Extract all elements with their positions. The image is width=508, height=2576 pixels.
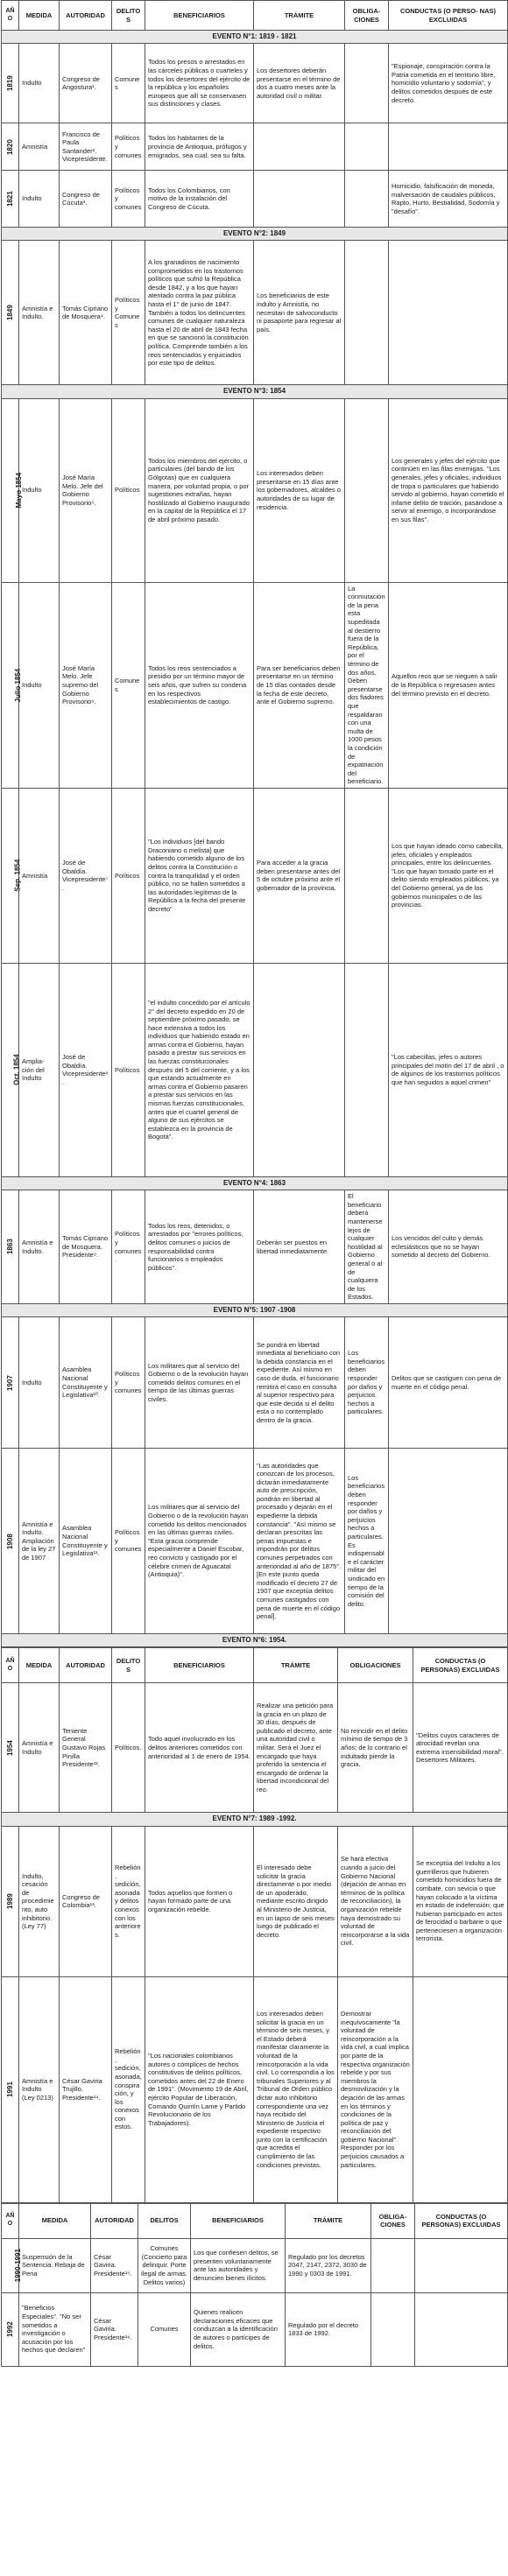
year-cell: Sep. 1854 <box>2 788 19 963</box>
medida-cell: Amnistía e Indulto. Ampliación de la ley 27 de 1907 <box>19 1449 60 1634</box>
header-delitos: DELITOS <box>112 1648 145 1683</box>
event-row-7 <box>2 1813 508 1826</box>
obligaciones-cell: Los beneficiarios deben responder por daños y perjuicios hechos a particulares. Es indispensable el carácter militar del sindicado en tiempo de la comisión del delito. <box>345 1449 389 1634</box>
medida-cell: Indulto <box>19 44 60 123</box>
delitos-cell: Comunes (Concierto para delinquir. Porte ilegal de armas. Delitos varios) <box>138 2238 191 2292</box>
header-tramite: TRÁMITE <box>254 1 345 31</box>
medida-cell: Indulto, cesación de procedimiento, auto inhibitorio. (Ley 77) <box>19 1826 60 1976</box>
obligaciones-cell <box>345 241 389 385</box>
tramite-cell: Regulado por los decretos 2047, 2147, 2372, 3030 de 1990 y 0303 de 1991. <box>286 2238 371 2292</box>
header-medida: MEDIDA <box>19 1648 60 1683</box>
header-tramite: TRÁMITE <box>286 2203 371 2238</box>
conductas-cell: "Delitos cuyos caracteres de atrocidad revelan una extrema insensibilidad moral". Desertores Militares. <box>413 1683 508 1813</box>
event-title: EVENTO N°3: 1854 <box>2 385 508 398</box>
table-header-row-3 <box>2 2203 508 2238</box>
delitos-cell: Políticos y comunes. <box>112 1190 145 1304</box>
medida-cell: Amnistía e Indulto. <box>19 1190 60 1304</box>
autoridad-cell: Asamblea Nacional Constituyente y Legislativa¹⁰. <box>60 1317 112 1449</box>
obligaciones-cell: La conmutación de la pena esta supeditada al destierro fuera de la República, por el término de dos años. Deben presentarse dos fiadores que respaldaran con una multa de 1000 pesos la condición de expatriación del beneficiario. <box>345 582 389 788</box>
year-cell: 1954 <box>2 1683 19 1813</box>
medida-cell: Indulto <box>19 582 60 788</box>
beneficiarios-cell: Todo aquel involucrado en los delitos anteriores cometidos con anterioridad al 1 de enero de 1954. <box>145 1683 254 1813</box>
header-tramite: TRÁMITE <box>254 1648 338 1683</box>
event-row-4 <box>2 1176 508 1190</box>
autoridad-cell: César Gaviria. Presidente¹⁵. <box>91 2238 138 2292</box>
conductas-cell <box>415 2238 508 2292</box>
header-obligaciones: OBLIGACIONES <box>338 1648 413 1683</box>
conductas-cell <box>389 1449 508 1634</box>
autoridad-cell: Teniente General Gustavo Rojas Pinilla Presidente¹². <box>60 1683 112 1813</box>
header-autoridad: AUTORIDAD <box>91 2203 138 2238</box>
event-title: EVENTO N°4: 1863 <box>2 1176 508 1190</box>
table-row-1989 <box>2 1826 508 1976</box>
table-row-1907 <box>2 1317 508 1449</box>
obligaciones-cell <box>345 963 389 1176</box>
year-cell: Mayo 1854 <box>2 398 19 582</box>
year-cell: Julio 1854 <box>2 582 19 788</box>
amnesty-table-section-3 <box>1 2203 508 2367</box>
table-row-1849 <box>2 241 508 385</box>
obligaciones-cell: Demostrar inequívocamente "la voluntad de reincorporación a la vida civil, a cual implica por parte de la respectiva organización rebelde y por sus miembros la desmovilización y la dejación de las armas en los términos y condiciones de la política de paz y reconciliación del gobierno Nacional". Responder por los perjuicios causados a particulares. <box>338 1976 413 2202</box>
event-title: EVENTO N°7: 1989 -1992. <box>2 1813 508 1826</box>
obligaciones-cell: El beneficiario deberá mantenerse lejos de cualquier hostilidad al Gobierno general o al de cualquiera de los Estados. <box>345 1190 389 1304</box>
beneficiarios-cell: Los militares que al servicio del Gobierno o de la revolución hayan cometido delitos comunes en el tiempo de las últimas guerras civiles. <box>145 1317 254 1449</box>
event-row-6 <box>2 1634 508 1647</box>
event-row-1 <box>2 31 508 44</box>
header-beneficiarios: BENEFICIARIOS <box>191 2203 286 2238</box>
tramite-cell: El interesado debe solicitar la gracia directamente o por medio de un apoderado, mediante escrito dirigido al Ministerio de Justicia, en un lapso de seis meses luego de publicado el decreto. <box>254 1826 338 1976</box>
conductas-cell: Aquellos reos que se nieguen a salir de la República o regresasen antes del término previsto en el decreto. <box>389 582 508 788</box>
medida-cell: "Beneficios Especiales". "No ser sometidos a investigación o acusación por los hechos que declaren" <box>19 2292 91 2366</box>
year-cell: Oct. 1854 <box>2 963 19 1176</box>
year-cell: 1819 <box>2 44 19 123</box>
conductas-cell: "Espionaje, conspiración contra la Patria cometida en el territorio libre, homicidio voluntario y sodomía", y delitos cometidos después de este decreto. <box>389 44 508 123</box>
delitos-cell: Rebelión, sedición, asonada, conspiración, y los conexos con estos. <box>112 1976 145 2202</box>
header-obligaciones: OBLIGA- CIONES <box>371 2203 415 2238</box>
header-medida: MEDIDA <box>19 2203 91 2238</box>
year-cell: 1821 <box>2 171 19 228</box>
beneficiarios-cell: "Los nacionales colombianos autores o cómplices de hechos constitutivos de delitos políticos, cometidos antes del 22 de Enero de 1991". (Movimiento 19 de Abril, ejército Popular de Liberación, Comando Quintín Lame y Partido Revolucionario de los Trabajadores). <box>145 1976 254 2202</box>
medida-cell: Amnistía <box>19 788 60 963</box>
autoridad-cell: José María Melo. Jefe del Gobierno Provisorio⁵. <box>60 398 112 582</box>
event-title: EVENTO N°6: 1954. <box>2 1634 508 1647</box>
obligaciones-cell: No reincidir en el delito mínimo de tiempo de 3 años; de lo contrario el indultado pierde la gracia. <box>338 1683 413 1813</box>
header-conductas: CONDUCTAS (O PERSO- NAS) EXCLUIDAS <box>389 1 508 31</box>
year-cell: 1990-1991 <box>2 2238 19 2292</box>
conductas-cell: Los vencidos del culto y demás eclesiásticos que no se hayan sometido al decreto del Gobierno. <box>389 1190 508 1304</box>
event-title: EVENTO N°1: 1819 - 1821 <box>2 31 508 44</box>
obligaciones-cell: Los beneficiarios deben responder por daños y perjuicios hechos a particulares. <box>345 1317 389 1449</box>
header-conductas: CONDUCTAS (O PERSONAS) EXCLUIDAS <box>415 2203 508 2238</box>
beneficiarios-cell: Quienes realicen declaraciones eficaces que conduzcan a la identificación de autores o partícipes de delitos. <box>191 2292 286 2366</box>
event-row-5 <box>2 1303 508 1316</box>
header-obligaciones: OBLIGA- CIONES <box>345 1 389 31</box>
header-beneficiarios: BENEFICIARIOS <box>145 1 254 31</box>
autoridad-cell: José María Melo. Jefe supremo del Gobierno Provisorio⁶. <box>60 582 112 788</box>
tramite-cell: Se pondrá en libertad inmediata al beneficiario con la debida constancia en el expediente. Así mismo en caso de duda, el funcionario remitirá el caso en consulta al superior respectivo para que este decida si el delito esta o no contemplado dentro de la gracia. <box>254 1317 345 1449</box>
table-row-1992 <box>2 2292 508 2366</box>
tramite-cell: Para ser beneficiarios deben presentarse en un término de 15 días contados desde la fecha de este decreto, ante el Gobierno supremo. <box>254 582 345 788</box>
medida-cell: Indulto <box>19 1317 60 1449</box>
medida-cell: Indulto <box>19 171 60 228</box>
autoridad-cell: Tomás Cipriano de Mosquera. Presidente⁹. <box>60 1190 112 1304</box>
obligaciones-cell <box>345 398 389 582</box>
delitos-cell: Políticos y comunes <box>112 1449 145 1634</box>
header-autoridad: AUTORIDAD <box>60 1 112 31</box>
conductas-cell: Homicidio, falsificación de moneda, malversación de caudales públicos, Rapto, Hurto, Bestialidad, Sodomía y "desafío". <box>389 171 508 228</box>
table-row-jul-1854 <box>2 582 508 788</box>
beneficiarios-cell: Todos los miembros del ejército, o particulares (del bando de los Gólgotas) que en cualquiera manera, por voluntad propia, o por sugestiones extrañas, hayan hostilizado al Gobierno inaugurado en la capital de la República el 17 de abril próximo pasado. <box>145 398 254 582</box>
beneficiarios-cell: Los militares que al servicio del Gobierno o de la revolución hayan cometido los delitos mencionados en las últimas guerras civiles. "Esta gracia comprende especialmente a Daniel Escobar, reo convicto y castigado por el célebre crimen de Aguacatal (Antioquia)". <box>145 1449 254 1634</box>
autoridad-cell: José de Obaldía. Vicepresidente⁷. <box>60 788 112 963</box>
header-year: AÑO <box>2 2203 19 2238</box>
table-row-may-1854 <box>2 398 508 582</box>
amnesty-table-section-2 <box>1 1647 508 2202</box>
conductas-cell <box>415 2292 508 2366</box>
beneficiarios-cell: "el indulto concedido por el artículo 2° del decreto expedido en 20 de septiembre próximo pasado, se hace extensiva a todos los individuos que habiendo estado en armas contra el Gobierno, hayan pasado a prestar sus servicios en las fuerzas constitucionales después del 5 del corriente, y a los que estando actualmente en armas contra el Gobierno pasaren a prestar sus servicios en las mismas fuerzas constitucionales, antes que el cuartel general de alguno de sus ejércitos se establezca en la provincia de Bogotá". <box>145 963 254 1176</box>
year-cell: 1992 <box>2 2292 19 2366</box>
obligaciones-cell <box>371 2238 415 2292</box>
autoridad-cell: César Gaviria Trujillo. Presidente¹⁴. <box>60 1976 112 2202</box>
tramite-cell: Regulado por el decreto 1833 de 1992. <box>286 2292 371 2366</box>
conductas-cell: Los que hayan ideado como cabecilla, jefes, oficiales y empleados principales, entre los delincuentes. "Los que hayan tomado parte en el delito siendo empleados públicos, ya del Gobierno general, ya de los gobiernos municipales o de las provincias. <box>389 788 508 963</box>
year-cell: 1908 <box>2 1449 19 1634</box>
beneficiarios-cell: Los que confiesen delitos, se presenten voluntariamente ante las autoridades y denuncien bienes ilícitos. <box>191 2238 286 2292</box>
table-row-1821 <box>2 171 508 228</box>
autoridad-cell: Congreso de Angostura¹. <box>60 44 112 123</box>
beneficiarios-cell: Todos los habitantes de la provincia de Antioquia, prófugos y emigrados, sea cual, sea su falta. <box>145 123 254 171</box>
beneficiarios-cell: Todos los reos sentenciados a presidio por un término mayor de seis años, que sufren su condena en los respectivos establecimientos de castigo. <box>145 582 254 788</box>
header-year: AÑO <box>2 1648 19 1683</box>
medida-cell: Suspensión de la Sentencia. Rebaja de Pena <box>19 2238 91 2292</box>
delitos-cell: Políticos <box>112 963 145 1176</box>
tramite-cell: "Las autoridades que conozcan de los procesos, dictarán inmediatamente auto de prescripción, pondrán en libertad al procesado y dejarán en el expediente la debida constancia". "Así mismo se declaran prescritas las penas impuestas e impondrán por delitos comunes perpetrados con anterioridad al año de 1875". [En este punto queda modificado el decreto 27 de 1907 que exceptúa delitos comunes castigados con pena de muerte en el código penal]. <box>254 1449 345 1634</box>
conductas-cell: Se exceptúa del Indulto a los guerrilleros que hubieren cometido homicidios fuera de combate, con sevicia o que hayan colocado a la víctima en estado de indefensión; que hubieran participado en actos de ferocidad o barbarie o que perteneciesen a organización terrorista. <box>413 1826 508 1976</box>
medida-cell: Amnistía e Indulto (Ley 0213) <box>19 1976 60 2202</box>
tramite-cell <box>254 963 345 1176</box>
beneficiarios-cell: A los granadinos de nacimiento comprometidos en los trastornos políticos que sufrió la República desde 1842, y a los que hayan atentado contra la paz pública hasta el 1° de junio de 1847. También a todos los delincuentes comunes de cualquier naturaleza hasta el 20 de abril de 1843 fecha en que se sancionó la constitución política. Comprende también a los reos sentenciados y enjuiciados por este tipo de delitos. <box>145 241 254 385</box>
tramite-cell: Los interesados deben presentarse en 15 días ante los gobernadores, alcaldes o autoridades de su lugar de residencia. <box>254 398 345 582</box>
conductas-cell: Los generales y jefes del ejército que continúen en las filas enemigas. "Los generales, jefes y oficiales, individuos de tropa o particulares que habiendo servido al gobierno, hayan cometido el infame delito de traición, pasándose a servir al enemigo, o incorporándose en sus filas". <box>389 398 508 582</box>
year-cell: 1820 <box>2 123 19 171</box>
beneficiarios-cell: Todos los Colombianos, con motivo de la instalación del Congreso de Cúcuta. <box>145 171 254 228</box>
delitos-cell: Comunes <box>112 582 145 788</box>
beneficiarios-cell: "Los individuos [del bando Draconiano o melista] que habiendo cometido alguno de los delitos contra la Constitución o contra la tranquilidad y el orden público, no se hallen sometidos a las autoridades legítimas de la República a la fecha del presente decreto" <box>145 788 254 963</box>
tramite-cell: Para acceder a la gracia deben presentarse antes del 5 de octubre próximo ante el gobernador de la provincia. <box>254 788 345 963</box>
obligaciones-cell <box>345 171 389 228</box>
autoridad-cell: César Gaviria. Presidente¹⁶. <box>91 2292 138 2366</box>
year-cell: 1863 <box>2 1190 19 1304</box>
table-row-1954 <box>2 1683 508 1813</box>
tramite-cell: Los interesados deben solicitar la gracia en un término de seis meses, y el Estado deberá manifestar claramente la voluntad de la reincorporación a la vida civil. Lo correspondía a los tribunales Superiores y al Tribunal de Orden público dictar auto inhibitorio correspondiente una vez haya recibido del Ministerio de Justicia el expediente respectivo junto con la certificación que acredita el cumplimiento de las condiciones previstas. <box>254 1976 338 2202</box>
obligaciones-cell <box>345 123 389 171</box>
year-cell: 1907 <box>2 1317 19 1449</box>
delitos-cell: Comunes <box>138 2292 191 2366</box>
conductas-cell <box>413 1976 508 2202</box>
header-beneficiarios: BENEFICIARIOS <box>145 1648 254 1683</box>
delitos-cell: Políticos y comunes <box>112 171 145 228</box>
table-row-1908 <box>2 1449 508 1634</box>
conductas-cell <box>389 123 508 171</box>
beneficiarios-cell: Todos aquellos que formen o hayan formado parte de una organización rebelde. <box>145 1826 254 1976</box>
year-cell: 1989 <box>2 1826 19 1976</box>
table-row-1990-1991 <box>2 2238 508 2292</box>
medida-cell: Amnistía <box>19 123 60 171</box>
conductas-cell: Delitos que se castiguen con pena de muerte en el código penal. <box>389 1317 508 1449</box>
tramite-cell <box>254 123 345 171</box>
amnesty-table-section-1 <box>1 0 508 1647</box>
table-row-1819 <box>2 44 508 123</box>
event-title: EVENTO N°2: 1849 <box>2 228 508 241</box>
event-title: EVENTO N°5: 1907 -1908 <box>2 1303 508 1316</box>
medida-cell: Amnistía e Indulto. <box>19 241 60 385</box>
delitos-cell: Políticos <box>112 788 145 963</box>
tramite-cell: Los desertores deberán presentarse en el término de dos a cuatro meses ante la autoridad civil o militar. <box>254 44 345 123</box>
delitos-cell: Rebelión, sedición, asonada y delitos conexos con los anteriores. <box>112 1826 145 1976</box>
table-row-sep-1854 <box>2 788 508 963</box>
delitos-cell: Políticos y Comunes <box>112 241 145 385</box>
tramite-cell <box>254 171 345 228</box>
obligaciones-cell: Se hará efectiva cuando a juicio del Gobierno Nacional (dejación de armas en términos de la política de reconciliación), la organización rebelde haya demostrado su voluntad de reincorporarse a la vida civil. <box>338 1826 413 1976</box>
medida-cell: Amnistía e Indulto <box>19 1683 60 1813</box>
autoridad-cell: Congreso de Colombia¹³. <box>60 1826 112 1976</box>
medida-cell: Indulto <box>19 398 60 582</box>
year-cell: 1991 <box>2 1976 19 2202</box>
delitos-cell: Comunes <box>112 44 145 123</box>
tramite-cell: Los beneficiarios de este indulto y Amnistía, no necesitan de salvoconducto ni pasaporte para regresar al país. <box>254 241 345 385</box>
delitos-cell: Políticos. <box>112 1683 145 1813</box>
tramite-cell: Realizar una petición para la gracia en un plazo de 30 días, después de publicado el decreto, ante una autoridad civil o militar. Será el Juez el encargado que haya proferido la sentencia el encargado de ordenar la libertad incondicional del reo. <box>254 1683 338 1813</box>
header-delitos: DELITOS <box>112 1 145 31</box>
obligaciones-cell <box>345 788 389 963</box>
autoridad-cell: Tomás Cipriano de Mosquera⁴. <box>60 241 112 385</box>
delitos-cell: Políticos <box>112 398 145 582</box>
autoridad-cell: Asamblea Nacional Constituyente y Legislativa¹¹. <box>60 1449 112 1634</box>
header-autoridad: AUTORIDAD <box>60 1648 112 1683</box>
medida-cell: Amplia- ción del Indulto <box>19 963 60 1176</box>
delitos-cell: Políticos y comunes <box>112 1317 145 1449</box>
autoridad-cell: Francisco de Paula Santander². Vicepresidente. <box>60 123 112 171</box>
table-row-oct-1854 <box>2 963 508 1176</box>
year-cell: 1849 <box>2 241 19 385</box>
table-header-row-2 <box>2 1648 508 1683</box>
header-conductas: CONDUCTAS (O PERSONAS) EXCLUIDAS <box>413 1648 508 1683</box>
table-row-1820 <box>2 123 508 171</box>
header-year: AÑO <box>2 1 19 31</box>
beneficiarios-cell: Todos los reos, detenidos, o arrestados por "errores políticos, delitos comunes o juicios de responsabilidad contra funcionarios o empleados públicos". <box>145 1190 254 1304</box>
header-delitos: DELITOS <box>138 2203 191 2238</box>
beneficiarios-cell: Todos los presos o arrestados en las cárceles públicas o cuarteles y todos los desertores del ejército de la república y los españoles europeos que allí se conservasen sus distinciones y clases. <box>145 44 254 123</box>
header-medida: MEDIDA <box>19 1 60 31</box>
autoridad-cell: José de Obaldía. Vicepresidente⁸. <box>60 963 112 1176</box>
delitos-cell: Políticos y comunes <box>112 123 145 171</box>
conductas-cell <box>389 241 508 385</box>
obligaciones-cell <box>345 44 389 123</box>
event-row-2 <box>2 228 508 241</box>
conductas-cell: "Los cabecillas, jefes o autores principales del motín del 17 de abril , o de algunos de los trastornos políticos que han seguidos a aquel crimen" <box>389 963 508 1176</box>
autoridad-cell: Congreso de Cúcuta³. <box>60 171 112 228</box>
obligaciones-cell <box>371 2292 415 2366</box>
table-header-row <box>2 1 508 31</box>
event-row-3 <box>2 385 508 398</box>
table-row-1991 <box>2 1976 508 2202</box>
tramite-cell: Deberán ser puestos en libertad inmediatamente. <box>254 1190 345 1304</box>
table-row-1863 <box>2 1190 508 1304</box>
